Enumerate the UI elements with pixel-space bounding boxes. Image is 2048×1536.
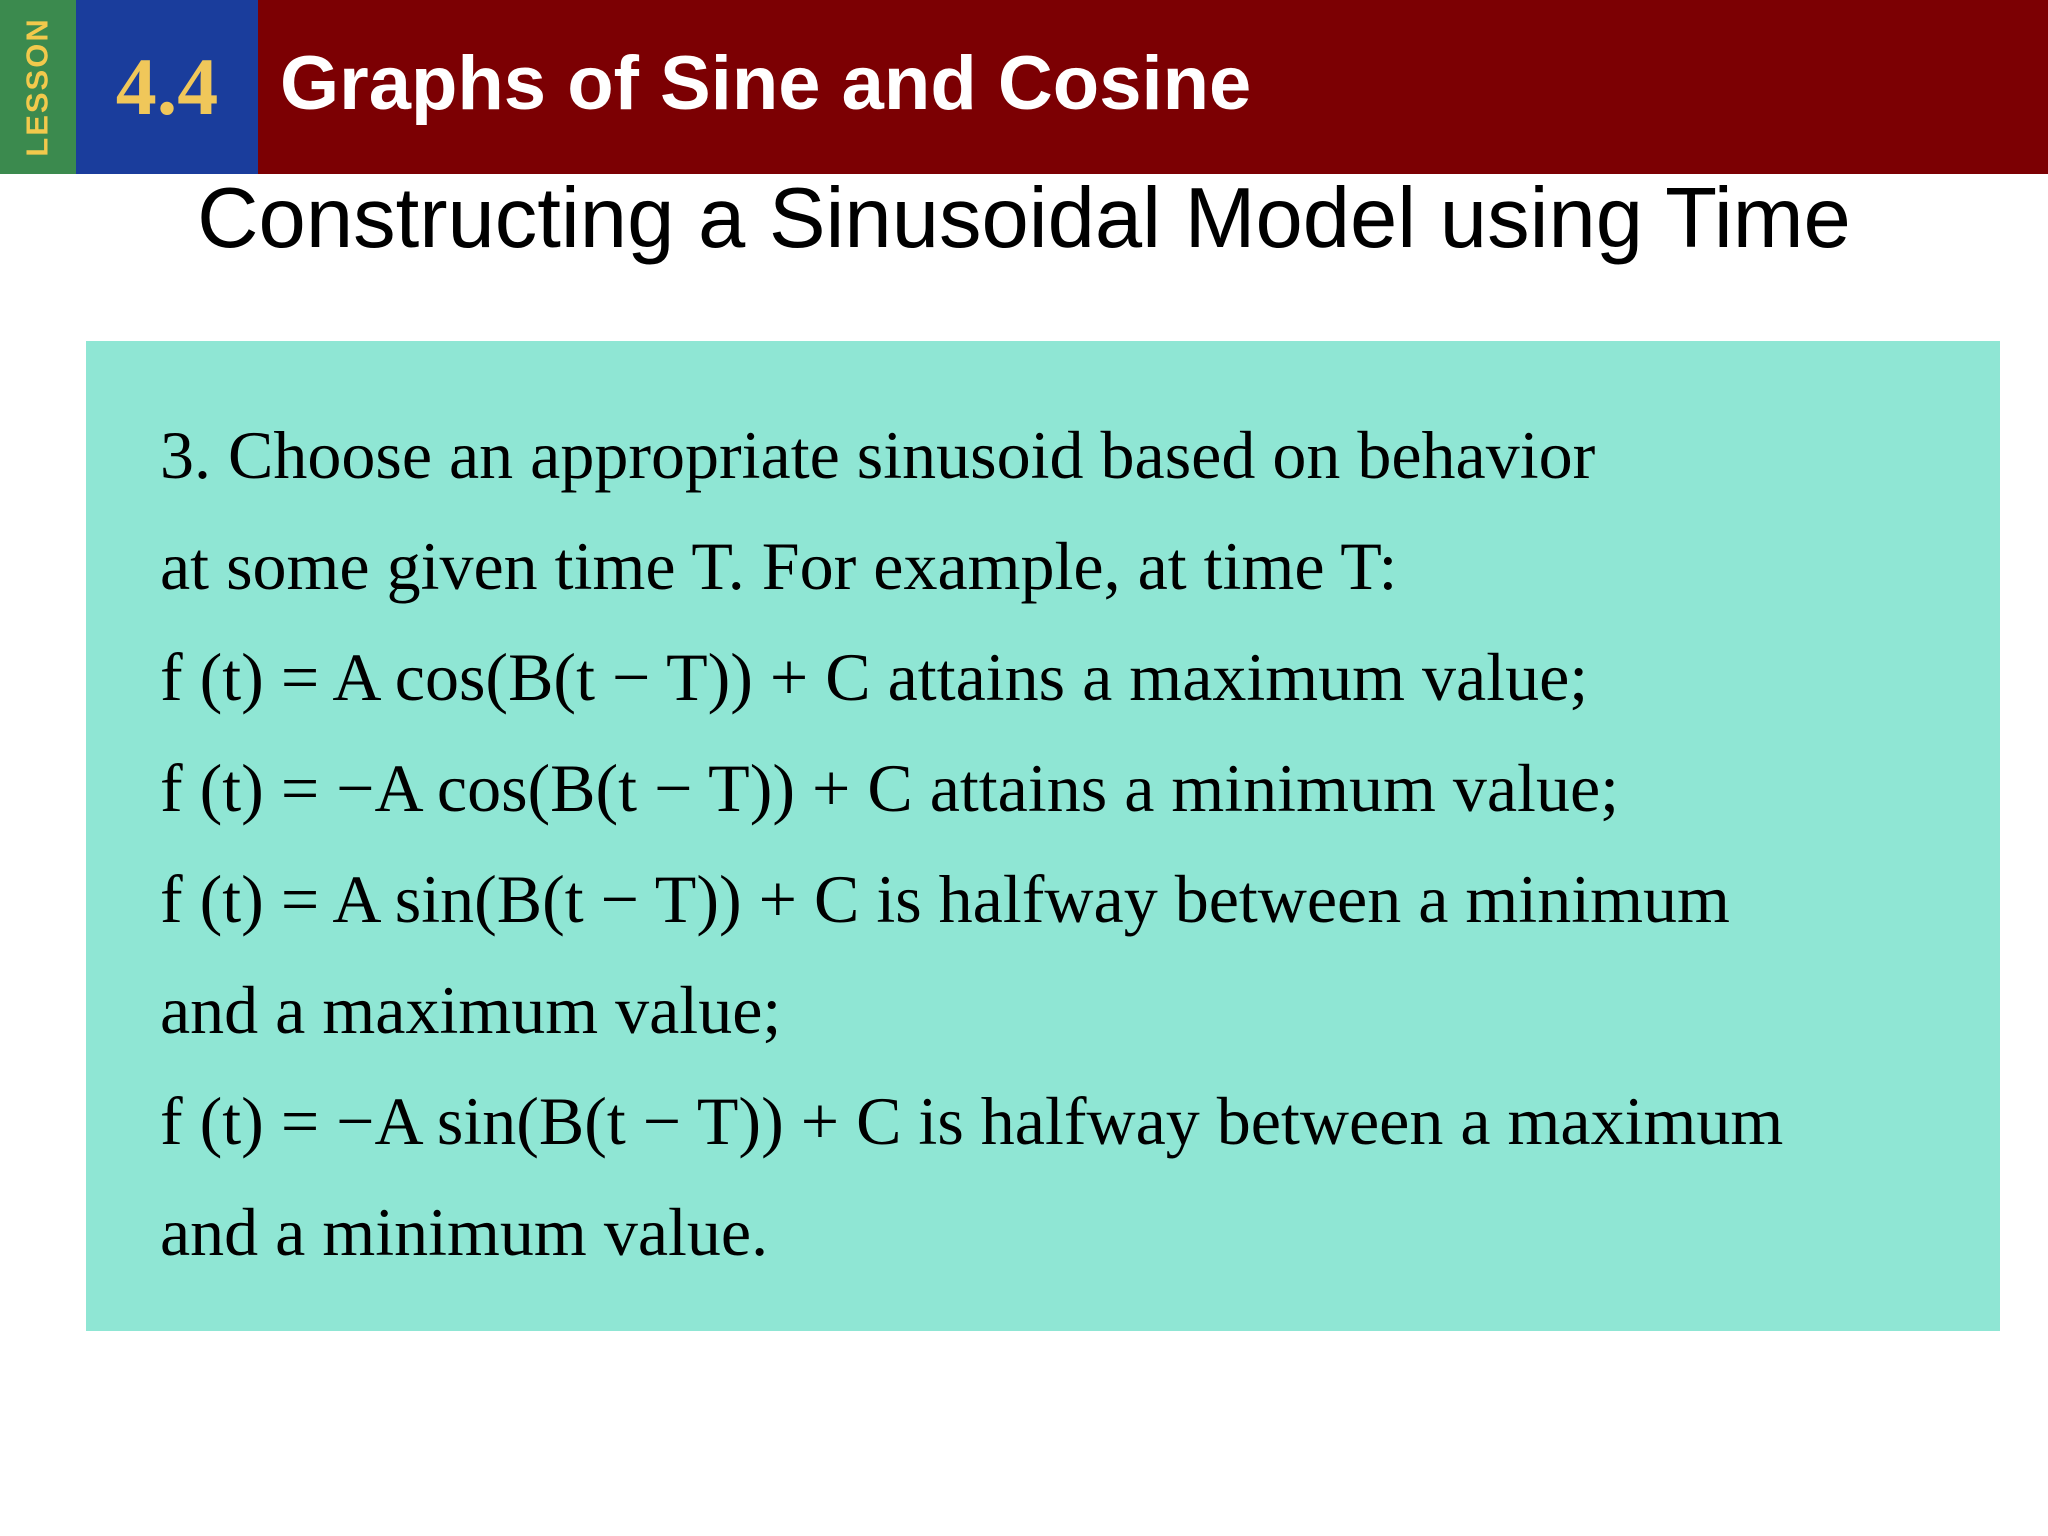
lesson-number: 4.4 — [115, 41, 219, 132]
lesson-title-bar — [258, 0, 2048, 174]
formula-neg-sin-halfway: f (t) = −A sin(B(t − T)) + C is halfway between a maximum — [160, 1083, 1784, 1159]
lesson-title: Graphs of Sine and Cosine — [280, 40, 1252, 126]
formula-neg-cos-min: f (t) = −A cos(B(t − T)) + C attains a minimum value; — [160, 750, 1620, 826]
body-line-2: at some given time T. For example, at time T: — [160, 528, 1398, 604]
lesson-number-box — [76, 0, 258, 174]
lesson-tab — [0, 0, 76, 174]
slide-title: Constructing a Sinusoidal Model using Time — [197, 171, 1851, 266]
lesson-label: LESSON — [20, 17, 55, 157]
body-line-6: and a maximum value; — [160, 972, 782, 1048]
body-text — [160, 400, 1990, 1288]
lesson-header — [0, 0, 2048, 174]
body-line-1: 3. Choose an appropriate sinusoid based on behavior — [160, 417, 1596, 493]
formula-cos-max: f (t) = A cos(B(t − T)) + C attains a maximum value; — [160, 639, 1589, 715]
body-line-8: and a minimum value. — [160, 1194, 769, 1270]
formula-sin-halfway: f (t) = A sin(B(t − T)) + C is halfway between a minimum — [160, 861, 1730, 937]
